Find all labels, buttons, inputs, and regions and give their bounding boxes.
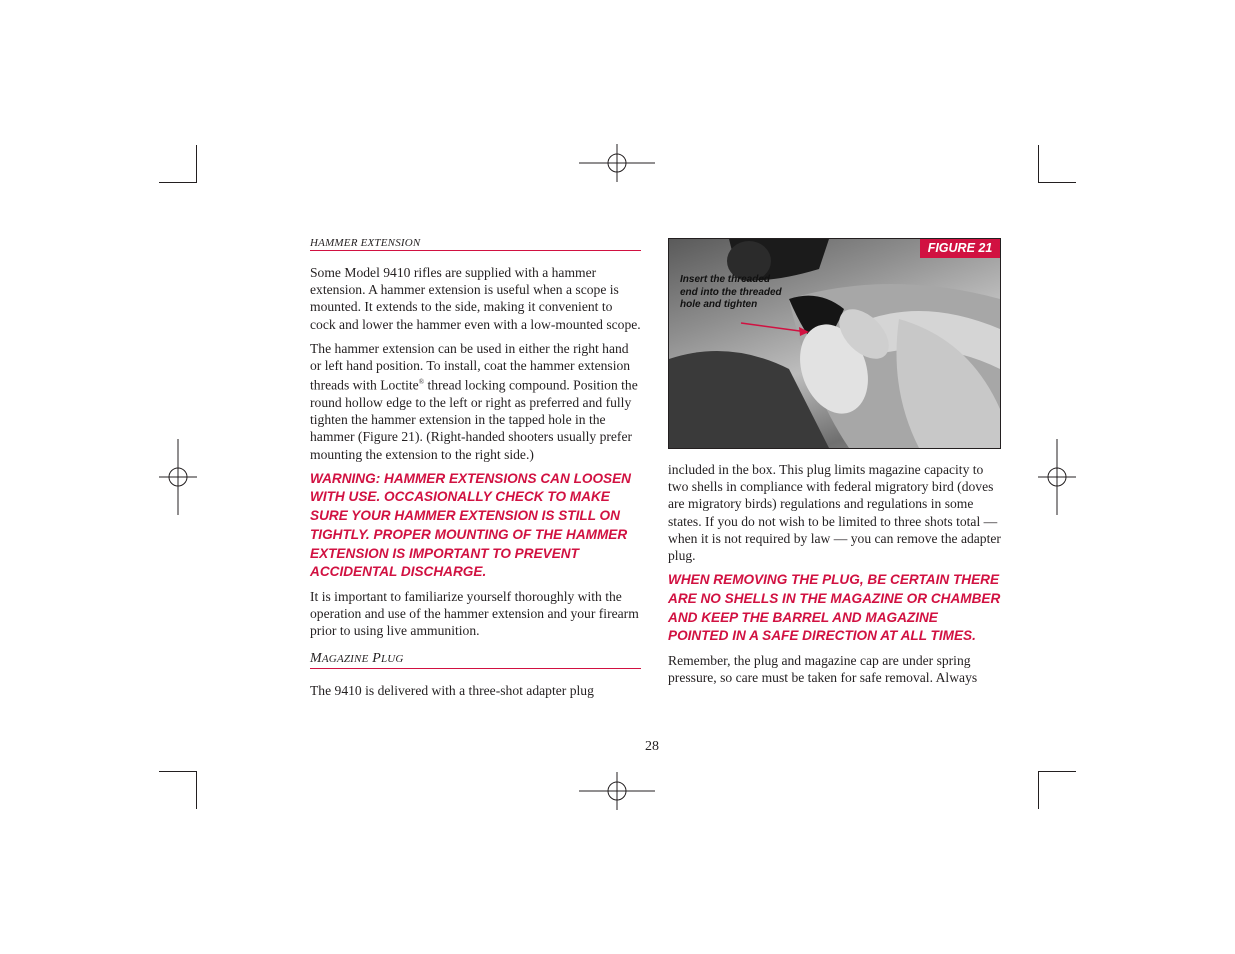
crop-mark-bottom-left-h — [159, 771, 197, 772]
heading-plug-initial: P — [372, 650, 381, 666]
paragraph-hammer-install — [310, 340, 641, 463]
registration-mark-left-icon — [159, 439, 197, 515]
warning-removing-plug: WHEN REMOVING THE PLUG, BE CERTAIN THERE ARE NO SHELLS IN THE MAGAZINE OR CHAMBER AND KEEP THE BARREL AND MAGAZINE POINTED IN A SAFE DIRECTION AT ALL TIMES. — [668, 572, 1001, 644]
crop-mark-bottom-right-h — [1038, 771, 1076, 772]
left-column — [310, 236, 641, 706]
figure-label: FIGURE 21 — [920, 239, 1000, 258]
figure-21-photo — [668, 238, 1001, 449]
paragraph-hammer-install-part-a: The hammer extension can be used in either the right hand or left hand position. To install, coat the hammer extension threads with Loctite — [310, 340, 631, 393]
paragraph-familiarize: It is important to familiarize yourself thoroughly with the operation and use of the hammer extension and your firearm prior to using live ammunition. — [310, 588, 639, 639]
crop-mark-top-left-h — [159, 182, 197, 183]
registered-mark: ® — [418, 378, 425, 387]
paragraph-magazine-plug-start: The 9410 is delivered with a three-shot adapter plug — [310, 682, 594, 698]
figure-caption: Insert the threaded end into the threaded hole and tighten — [680, 274, 782, 310]
crop-mark-bottom-left-v — [196, 771, 197, 809]
paragraph-hammer-intro: Some Model 9410 rifles are supplied with a hammer extension. A hammer extension is useful when a scope is mounted. It extends to the side, making it convenient to cock and lower the hammer even with a low-mounted scope. — [310, 265, 641, 332]
section-heading-hammer-extension: HAMMER EXTENSION — [310, 236, 641, 251]
registration-mark-bottom-icon — [579, 772, 655, 810]
heading-magazine-initial: M — [310, 650, 322, 666]
registration-mark-right-icon — [1038, 439, 1076, 515]
registration-mark-top-icon — [579, 144, 655, 182]
heading-magazine-rest: AGAZINE — [321, 652, 369, 665]
crop-mark-top-right-h — [1038, 182, 1076, 183]
paragraph-hammer-install-part-b: thread locking compound. Position the round hollow edge to the left or right as preferred and fully tighten the hammer extension in the tapped hole in the hammer (Figure 21). (Right-handed shooters usually prefer mounting the extension to the right side.) — [310, 377, 638, 462]
crop-mark-top-right-v — [1038, 145, 1039, 183]
warning-hammer-extension: WARNING: HAMMER EXTENSIONS CAN LOOSEN WITH USE. OCCASIONALLY CHECK TO MAKE SURE YOUR HAMMER EXTENSION IS STILL ON TIGHTLY. PROPER MOUNTING OF THE HAMMER EXTENSION IS IMPORTANT TO PREVENT ACCIDENTAL DISCHARGE. — [310, 470, 631, 580]
crop-mark-bottom-right-v — [1038, 771, 1039, 809]
page-number: 28 — [645, 739, 659, 754]
paragraph-spring-pressure: Remember, the plug and magazine cap are under spring pressure, so care must be taken for safe removal. Always — [668, 653, 978, 686]
hammer-extension-photo-icon — [669, 239, 1000, 448]
paragraph-plug-limits: included in the box. This plug limits magazine capacity to two shells in compliance with federal migratory bird (doves are migratory birds) regulations and regulations in some states. If you do not wish to be limited to three shots total — when it is not required by law — you can remove the adapter plug. — [668, 462, 1001, 564]
heading-plug-rest: LUG — [380, 652, 404, 665]
section-heading-magazine-plug — [310, 650, 641, 669]
right-column — [668, 238, 1001, 693]
crop-mark-top-left-v — [196, 145, 197, 183]
